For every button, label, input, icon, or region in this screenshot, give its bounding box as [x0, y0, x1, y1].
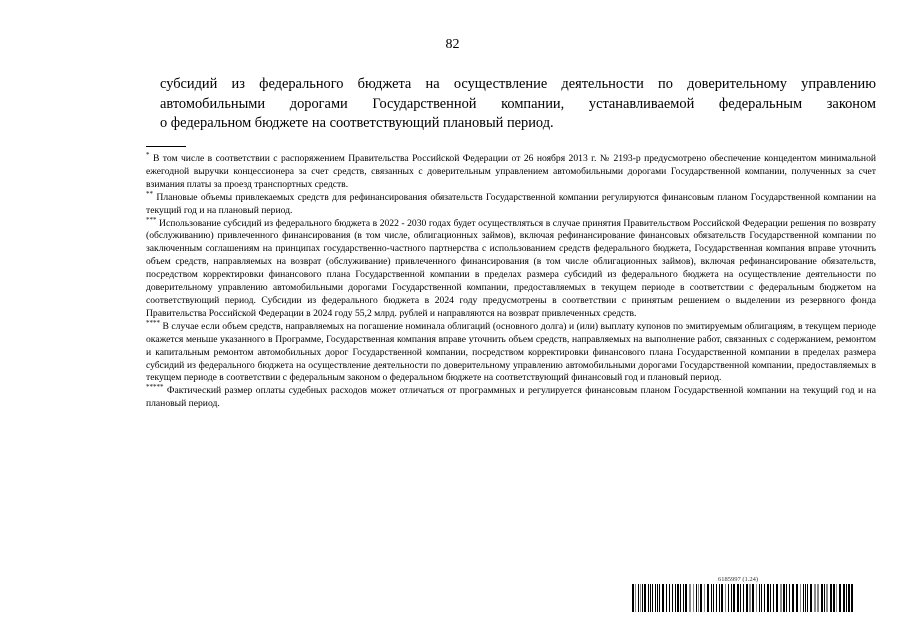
- barcode-bar: [800, 584, 801, 612]
- barcode-bar: [652, 584, 653, 612]
- barcode-bar: [764, 584, 765, 612]
- barcode-bar: [830, 584, 832, 612]
- barcode-bar: [638, 584, 639, 612]
- barcode-bar: [680, 584, 681, 612]
- barcode-bar: [851, 584, 853, 612]
- barcode-bar: [824, 584, 825, 612]
- barcode-bar: [640, 584, 641, 612]
- barcode-bar: [776, 584, 778, 612]
- barcode-bar: [796, 584, 798, 612]
- barcode-bar: [786, 584, 787, 612]
- footnote: [146, 318, 876, 386]
- footnote-text: Плановые объемы привлекаемых средств для рефинансирования обязательств Государственной компании регулируются финансовым планом Государственной компании на текущий год и на плановый период.: [146, 191, 876, 216]
- barcode-bar: [666, 584, 667, 612]
- barcode-bar: [655, 584, 656, 612]
- barcode-bar: [696, 584, 697, 612]
- barcode-bar: [728, 584, 729, 612]
- barcode-bar: [711, 584, 712, 612]
- barcode-code: 6185997 (1.24): [718, 576, 759, 583]
- footnote-text: Использование субсидий из федерального бюджета в 2022 - 2030 годах будет осуществляться в случае принятия Правительством Российской Федерации решения по возврату (обслуживанию) привлеченного финансирования (в том числе, облигационных займов), включая рефинансирование финансовых обязательств Государственной компании по заключенным соглашениям на принципах государственно-частного партнерства с использованием средств федерального бюджета, Государственная компания вправе уточнить объем средств, направляемых на возврат (обслуживание) привлеченного финансирования (в том числе облигационных займов), включая рефинансирование обязательств, посредством корректировки финансового плана Государственной компании в пределах размера субсидий из федерального бюджета на осуществление деятельности по доверительному управлению автомобильными дорогами Государственной компании, предоставляемых в текущем периоде в соответствии с федеральным бюджетом на соответствующий период. Субсидии из федерального бюджета в 2024 году предусмотрены в соответствии с принятым решением о выделении из резервного фонда Правительства Российской Федерации в 2024 году 55,2 млрд. рублей и направляются на возврат привлеченных средств.: [146, 217, 876, 319]
- barcode-bar: [721, 584, 723, 612]
- barcode-bar: [821, 584, 823, 612]
- footnote: [146, 153, 876, 192]
- barcode-bar: [756, 584, 757, 612]
- barcode-bar: [807, 584, 808, 612]
- barcode-bar: [836, 584, 837, 612]
- barcode-bar: [846, 584, 847, 612]
- barcode-bar: [805, 584, 806, 612]
- barcode-bar: [698, 584, 699, 612]
- barcode-bar: [642, 584, 643, 612]
- barcode-bar: [644, 584, 646, 612]
- barcode-bar: [662, 584, 664, 612]
- footnote-separator: [146, 146, 186, 147]
- footnote-text: Фактический размер оплаты судебных расходов может отличаться от программных и регулируется финансовым планом Государственной компании на текущий год и на плановый период.: [146, 385, 876, 410]
- barcode-bar: [839, 584, 841, 612]
- barcode-bar: [731, 584, 732, 612]
- barcode-bar: [743, 584, 744, 612]
- barcode-bar: [783, 584, 785, 612]
- barcode-bar: [759, 584, 760, 612]
- footnote-mark: ****: [146, 318, 160, 327]
- body-line: о федеральном бюджете на соответствующий плановый период.: [160, 115, 554, 132]
- footnote-mark: **: [146, 189, 153, 198]
- barcode-bar: [632, 584, 634, 612]
- barcode-bar: [848, 584, 850, 612]
- barcode-bar: [833, 584, 835, 612]
- barcode-bar: [761, 584, 762, 612]
- barcode-bar: [650, 584, 651, 612]
- barcode-bar: [843, 584, 845, 612]
- body-paragraph: [160, 75, 876, 134]
- footnote-text: В том числе в соответствии с распоряжением Правительства Российской Федерации от 26 ноября 2013 г. № 2193-р предусмотрено обеспечение концедентом минимальной ежегодной выручки концессионера за счет средств, связанных с доверительным управлением автомобильными дорогами Государственной компании, полученных за счет взимания платы за проезд транспортных средств.: [146, 153, 876, 190]
- barcode-bar: [780, 584, 782, 612]
- barcode-bar: [657, 584, 658, 612]
- footnote: [146, 189, 876, 218]
- barcode-bar: [752, 584, 754, 612]
- barcode-bar: [789, 584, 790, 612]
- barcode-bar: [826, 584, 828, 612]
- barcode-bar: [749, 584, 751, 612]
- barcode-bar: [677, 584, 679, 612]
- barcode-bar: [659, 584, 660, 612]
- barcode-bar: [803, 584, 804, 612]
- footnote: [146, 215, 876, 321]
- barcode-bar: [704, 584, 705, 612]
- barcode-bar: [740, 584, 741, 612]
- barcode-bar: [737, 584, 739, 612]
- body-line: автомобильными дорогами Государственной компании, устанавливаемой федеральным законом: [160, 95, 876, 112]
- barcode-bar: [773, 584, 774, 612]
- footnote-mark: ***: [146, 215, 157, 224]
- footnote-mark: *****: [146, 383, 164, 392]
- barcode-bar: [770, 584, 771, 612]
- barcode-bar: [635, 584, 636, 612]
- barcode-bar: [725, 584, 726, 612]
- footnote-mark: *: [146, 151, 150, 159]
- barcode-bar: [689, 584, 691, 612]
- barcode-bar: [669, 584, 670, 612]
- barcode-bar: [693, 584, 694, 612]
- barcode-bar: [767, 584, 769, 612]
- barcode-bar: [675, 584, 676, 612]
- barcode-icon: [632, 584, 856, 612]
- barcode-bar: [707, 584, 709, 612]
- barcode-bar: [700, 584, 702, 612]
- barcode-bar: [716, 584, 717, 612]
- barcode-bar: [672, 584, 673, 612]
- barcode-bar: [683, 584, 684, 612]
- barcode-bar: [713, 584, 714, 612]
- barcode-bar: [719, 584, 720, 612]
- barcode-bar: [746, 584, 748, 612]
- barcode-bar: [817, 584, 819, 612]
- barcode-bar: [814, 584, 816, 612]
- barcode-bar: [685, 584, 687, 612]
- barcode-bar: [792, 584, 794, 612]
- footnote: [146, 385, 876, 411]
- barcode-bar: [733, 584, 735, 612]
- footnote-text: В случае если объем средств, направляемых на погашение номинала облигаций (основного долга) и (или) выплату купонов по эмитируемым облигациям, в текущем периоде окажется меньше указанного в Программе, Государственная компания вправе уточнить объем средств, направляемых на выполнение работ, связанных с содержанием, ремонтом и капитальным ремонтом автомобильных дорог Государственной компании, посредством корректировки финансового плана Государственной компании в пределах размера субсидий из федерального бюджета на осуществление деятельности по доверительному управлению автомобильными дорогами Государственной компании, предоставляемых в текущем периоде в соответствии с федеральным законом о федеральном бюджете на соответствующий финансовый год и плановый период.: [146, 320, 876, 384]
- barcode-bar: [810, 584, 812, 612]
- footnotes: [146, 153, 876, 411]
- body-line: субсидий из федерального бюджета на осуществление деятельности по доверительному управлению: [160, 76, 876, 92]
- barcode-bar: [648, 584, 649, 612]
- page-number: 82: [445, 37, 460, 52]
